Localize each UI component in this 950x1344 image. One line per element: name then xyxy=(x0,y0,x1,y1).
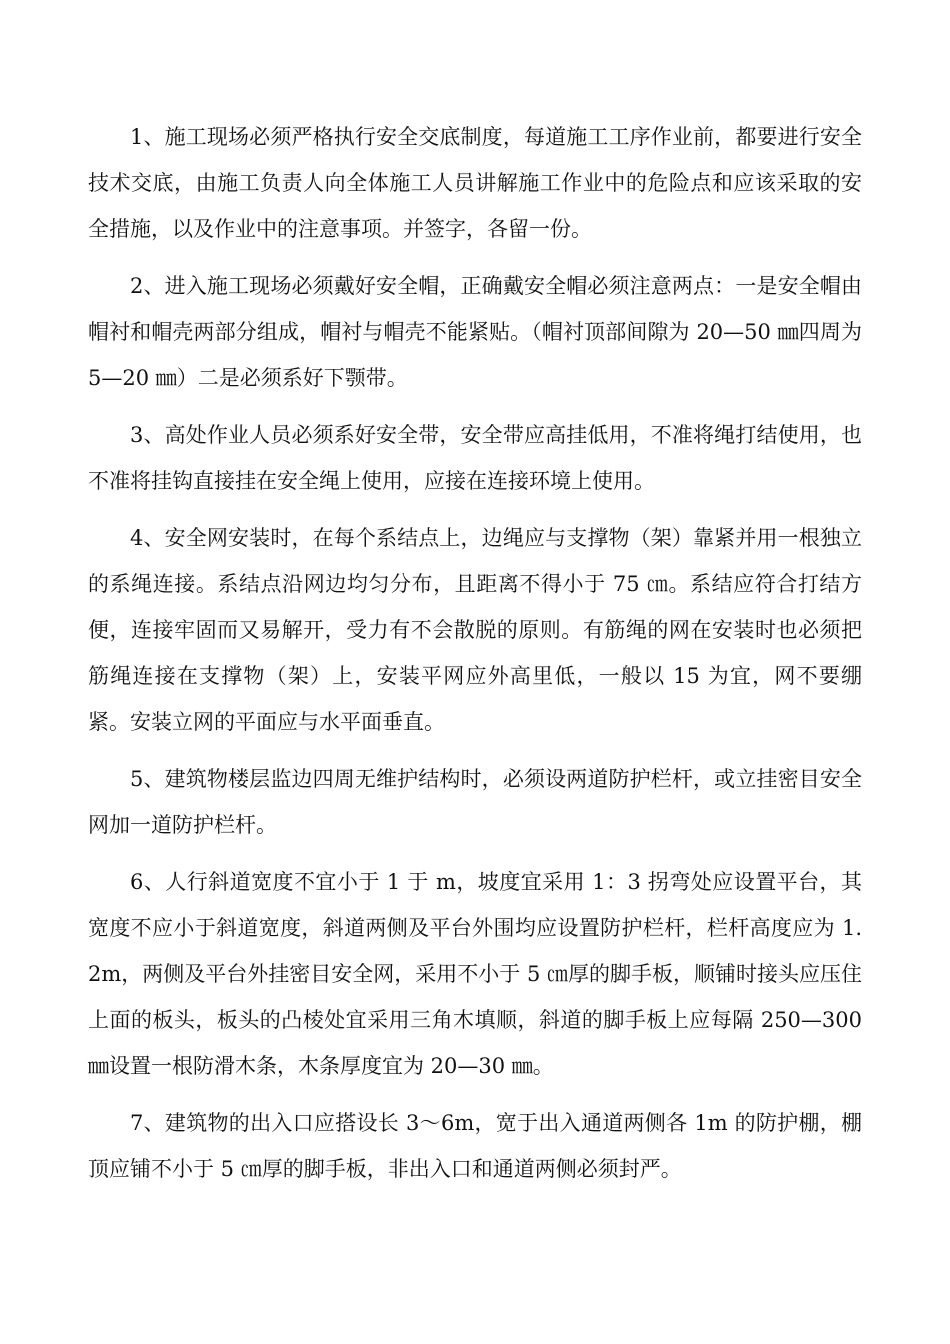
paragraph-3: 3、高处作业人员必须系好安全带，安全带应高挂低用，不准将绳打结使用，也不准将挂钩直接挂在安全绳上使用，应接在连接环境上使用。 xyxy=(88,423,862,493)
paragraph-1: 1、施工现场必须严格执行安全交底制度，每道施工工序作业前，都要进行安全技术交底，由施工负责人向全体施工人员讲解施工作业中的危险点和应该采取的安全措施，以及作业中的注意事项。并签字，各留一份。 xyxy=(88,125,862,241)
paragraph-7: 7、建筑物的出入口应搭设长 3～6m，宽于出入通道两侧各 1m 的防护棚，棚顶应铺不小于 5 ㎝厚的脚手板，非出入口和通道两侧必须封严。 xyxy=(88,1111,862,1181)
paragraph-6: 6、人行斜道宽度不宜小于 1 于 m，坡度宜采用 1：3 拐弯处应设置平台，其宽度不应小于斜道宽度，斜道两侧及平台外围均应设置防护栏杆，栏杆高度应为 1.2m，两侧及平台外挂密目安全网，采用不小于 5 ㎝厚的脚手板，顺铺时接头应压住上面的板头，板头的凸棱处宜采用三角木填顺，斜道的脚手板上应每隔 250—300 ㎜设置一根防滑木条，木条厚度宜为 20—30 ㎜。 xyxy=(88,870,862,1078)
document-body xyxy=(88,114,862,1203)
paragraph-5: 5、建筑物楼层监边四周无维护结构时，必须设两道防护栏杆，或立挂密目安全网加一道防护栏杆。 xyxy=(88,767,862,837)
paragraph-2: 2、进入施工现场必须戴好安全帽，正确戴安全帽必须注意两点：一是安全帽由帽衬和帽壳两部分组成，帽衬与帽壳不能紧贴。（帽衬顶部间隙为 20—50 ㎜四周为 5—20 ㎜）二是必须系好下颚带。 xyxy=(88,274,862,390)
paragraph-4: 4、安全网安装时，在每个系结点上，边绳应与支撑物（架）靠紧并用一根独立的系绳连接。系结点沿网边均匀分布，且距离不得小于 75 ㎝。系结应符合打结方便，连接牢固而又易解开，受力有不会散脱的原则。有筋绳的网在安装时也必须把筋绳连接在支撑物（架）上，安装平网应外高里低，一般以 15 为宜，网不要绷紧。安装立网的平面应与水平面垂直。 xyxy=(88,526,862,734)
